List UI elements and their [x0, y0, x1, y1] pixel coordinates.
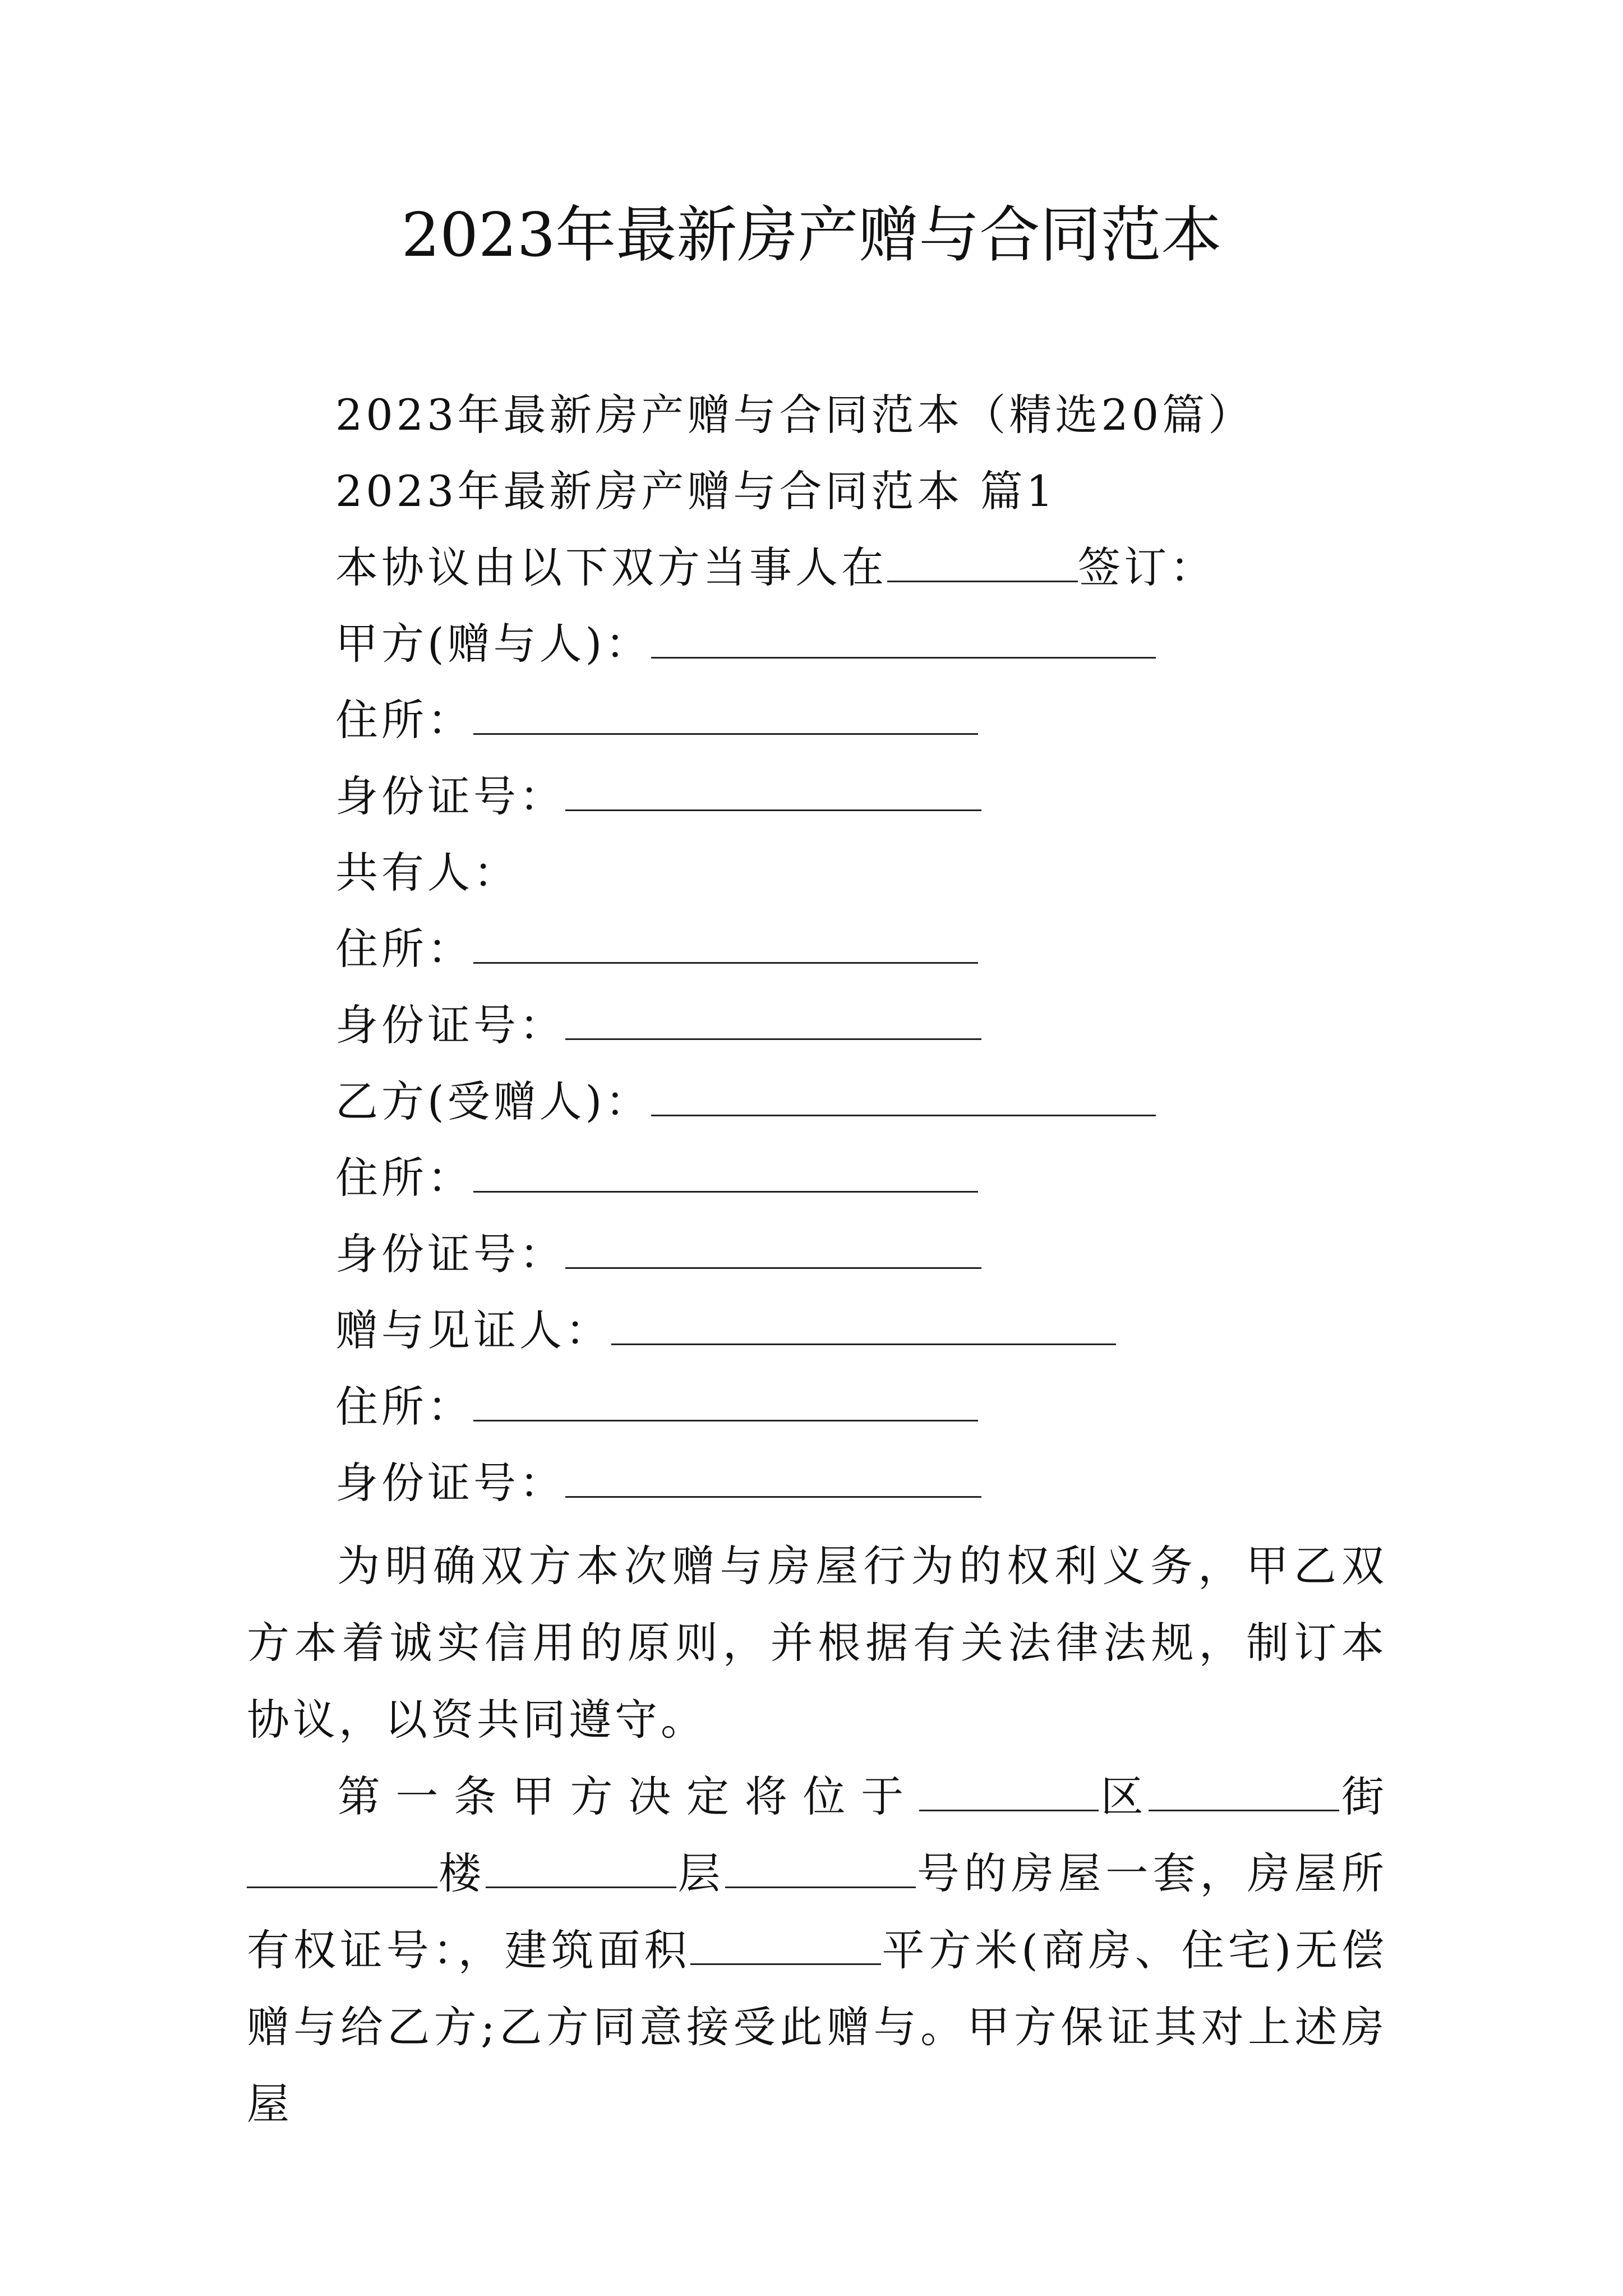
- id-number-line: [335, 1455, 981, 1511]
- field-label: 身份证号：: [335, 1458, 565, 1508]
- field-label: 赠与见证人：: [335, 1305, 611, 1355]
- article-text: 区: [1098, 1772, 1149, 1821]
- floor-blank[interactable]: [486, 1847, 676, 1888]
- id-number-blank[interactable]: [565, 770, 981, 811]
- area-blank[interactable]: [690, 1924, 881, 1965]
- field-label: 本协议由以下双方当事人在: [335, 542, 887, 592]
- field-label: 住所：: [335, 1153, 473, 1203]
- field-label: 住所：: [335, 695, 473, 745]
- address-line: [335, 1379, 978, 1435]
- id-number-line: [335, 1226, 981, 1282]
- field-label: 身份证号：: [335, 1229, 565, 1279]
- field-label: 乙方(受赠人)：: [335, 1076, 652, 1126]
- field-label: 身份证号：: [335, 771, 565, 821]
- field-label: 甲方(赠与人)：: [335, 619, 652, 669]
- address-line: [335, 1150, 978, 1206]
- address-blank[interactable]: [473, 1152, 978, 1193]
- witness-blank[interactable]: [611, 1304, 1116, 1345]
- agreement-intro: [335, 540, 1216, 596]
- sign-place-blank[interactable]: [887, 541, 1078, 582]
- article-text: 第一条甲方决定将位于: [335, 1772, 919, 1821]
- article-text: 街: [1339, 1772, 1388, 1821]
- field-label: 身份证号：: [335, 1000, 565, 1050]
- section-heading: 2023年最新房产赠与合同范本 篇1: [335, 466, 1057, 516]
- district-blank[interactable]: [919, 1770, 1099, 1811]
- id-number-blank[interactable]: [565, 1457, 981, 1498]
- article-one-paragraph: [247, 1758, 1387, 2142]
- address-line: [335, 692, 978, 748]
- party-b-line: [335, 1074, 1156, 1130]
- street-blank[interactable]: [1149, 1770, 1339, 1811]
- article-text: 号的房屋一套，房屋所有权证号：，建筑面积: [247, 1848, 1388, 1975]
- address-blank[interactable]: [473, 694, 978, 735]
- paragraph-text: 为明确双方本次赠与房屋行为的权利义务，甲乙双方本着诚实信用的原则，并根据有关法律法规，制订本协议，以资共同遵守。: [247, 1541, 1387, 1745]
- party-b-blank[interactable]: [651, 1075, 1156, 1116]
- purpose-paragraph: [247, 1527, 1387, 1758]
- id-number-blank[interactable]: [565, 999, 981, 1040]
- field-label: 住所：: [335, 924, 473, 974]
- id-number-line: [335, 769, 981, 825]
- article-text: 层: [676, 1848, 725, 1898]
- room-number-blank[interactable]: [725, 1847, 916, 1888]
- field-label: 共有人：: [335, 848, 519, 898]
- article-text: 楼: [437, 1848, 486, 1898]
- document-title: 2023年最新房产赠与合同范本: [401, 200, 1222, 270]
- building-blank[interactable]: [247, 1847, 437, 1888]
- id-number-line: [335, 997, 981, 1053]
- address-blank[interactable]: [473, 1381, 978, 1421]
- co-owner-line: [335, 845, 519, 901]
- party-a-line: [335, 616, 1156, 672]
- address-blank[interactable]: [473, 923, 978, 964]
- id-number-blank[interactable]: [565, 1228, 981, 1269]
- address-line: [335, 921, 978, 977]
- subtitle-line: 2023年最新房产赠与合同范本（精选20篇）: [335, 390, 1255, 440]
- party-a-blank[interactable]: [651, 618, 1156, 659]
- article-text: 平方米(商房、住宅)无偿赠与给乙方;乙方同意接受此赠与。甲方保证其对上述房屋: [247, 1925, 1387, 2129]
- field-label: 住所：: [335, 1382, 473, 1432]
- witness-line: [335, 1303, 1116, 1359]
- field-suffix: 签订：: [1078, 542, 1216, 592]
